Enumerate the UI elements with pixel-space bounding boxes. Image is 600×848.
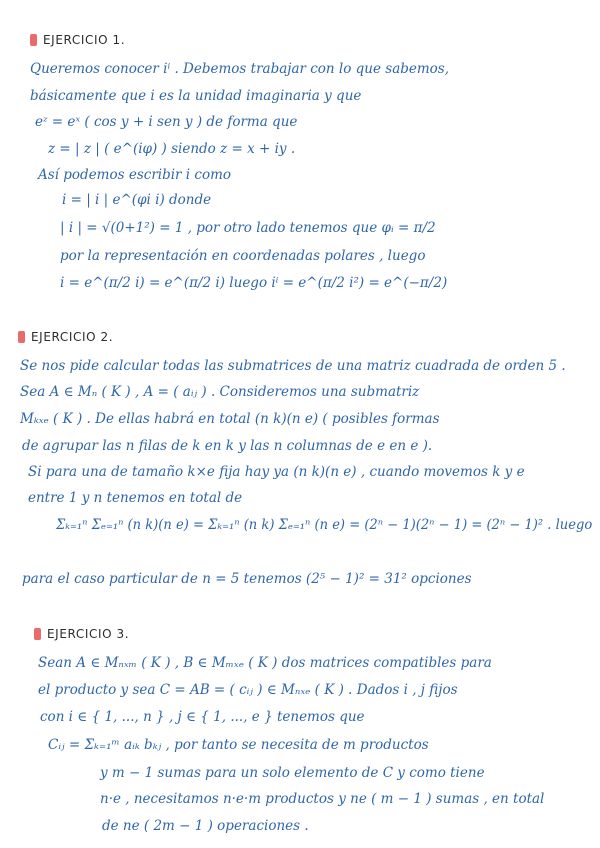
- ex3-line-2: el producto y sea C = AB = ( cᵢⱼ ) ∈ Mₙₓₑ ( K ) . Dados i , j fijos: [38, 682, 458, 698]
- ex2-line-8: para el caso particular de n = 5 tenemos (2⁵ − 1)² = 31² opciones: [22, 571, 472, 587]
- ex1-line-5: Así podemos escribir i como: [38, 167, 232, 183]
- ex2-line-7: Σₖ₌₁ⁿ Σₑ₌₁ⁿ (n k)(n e) = Σₖ₌₁ⁿ (n k) Σₑ₌₁ⁿ (n e) = (2ⁿ − 1)(2ⁿ − 1) = (2ⁿ − 1)² . luego: [56, 517, 593, 533]
- ex2-line-5: Si para una de tamaño k×e fija hay ya (n k)(n e) , cuando movemos k y e: [28, 464, 525, 480]
- exercise-1-heading: [30, 33, 125, 47]
- ex2-line-1: Se nos pide calcular todas las submatrices de una matriz cuadrada de orden 5 .: [20, 358, 566, 374]
- exercise-1-title: EJERCICIO 1.: [43, 33, 126, 47]
- ex3-line-7: de ne ( 2m − 1 ) operaciones .: [102, 818, 309, 834]
- ex3-line-5: y m − 1 sumas para un solo elemento de C y como tiene: [100, 765, 485, 781]
- exercise-2-title: EJERCICIO 2.: [31, 330, 114, 344]
- ex1-line-1: Queremos conocer iⁱ . Debemos trabajar con lo que sabemos,: [30, 61, 450, 77]
- bullet-marker-icon: [30, 34, 37, 46]
- ex1-line-8: por la representación en coordenadas polares , luego: [60, 248, 426, 264]
- ex3-line-1: Sean A ∈ Mₙₓₘ ( K ) , B ∈ Mₘₓₑ ( K ) dos matrices compatibles para: [38, 655, 492, 671]
- ex1-line-3: eᶻ = eˣ ( cos y + i sen y ) de forma que: [35, 114, 298, 130]
- ex2-line-2: Sea A ∈ Mₙ ( K ) , A = ( aᵢⱼ ) . Consideremos una submatriz: [20, 384, 420, 400]
- ex2-line-6: entre 1 y n tenemos en total de: [28, 490, 243, 506]
- ex1-line-4: z = | z | ( e^(iφ) ) siendo z = x + iy .: [48, 141, 296, 157]
- ex1-line-7: | i | = √(0+1²) = 1 , por otro lado tenemos que φᵢ = π/2: [60, 220, 436, 236]
- ex1-line-6: i = | i | e^(φi i) donde: [62, 192, 212, 208]
- ex3-line-6: n·e , necesitamos n·e·m productos y ne ( m − 1 ) sumas , en total: [100, 791, 545, 807]
- bullet-marker-icon: [18, 331, 25, 343]
- ex3-line-4: Cᵢⱼ = Σₖ₌₁ᵐ aᵢₖ bₖⱼ , por tanto se necesita de m productos: [48, 737, 429, 753]
- ex1-line-2: básicamente que i es la unidad imaginaria y que: [30, 88, 362, 104]
- exercise-3-title: EJERCICIO 3.: [47, 627, 130, 641]
- exercise-2-heading: [18, 330, 113, 344]
- ex2-line-4: de agrupar las n filas de k en k y las n columnas de e en e ).: [22, 438, 433, 454]
- bullet-marker-icon: [34, 628, 41, 640]
- ex1-line-9: i = e^(π/2 i) = e^(π/2 i) luego iⁱ = e^(π/2 i²) = e^(−π/2): [60, 275, 448, 291]
- ex3-line-3: con i ∈ { 1, ..., n } , j ∈ { 1, ..., e } tenemos que: [40, 709, 365, 725]
- exercise-3-heading: [34, 627, 129, 641]
- ex2-line-3: Mₖₓₑ ( K ) . De ellas habrá en total (n k)(n e) ( posibles formas: [20, 411, 440, 427]
